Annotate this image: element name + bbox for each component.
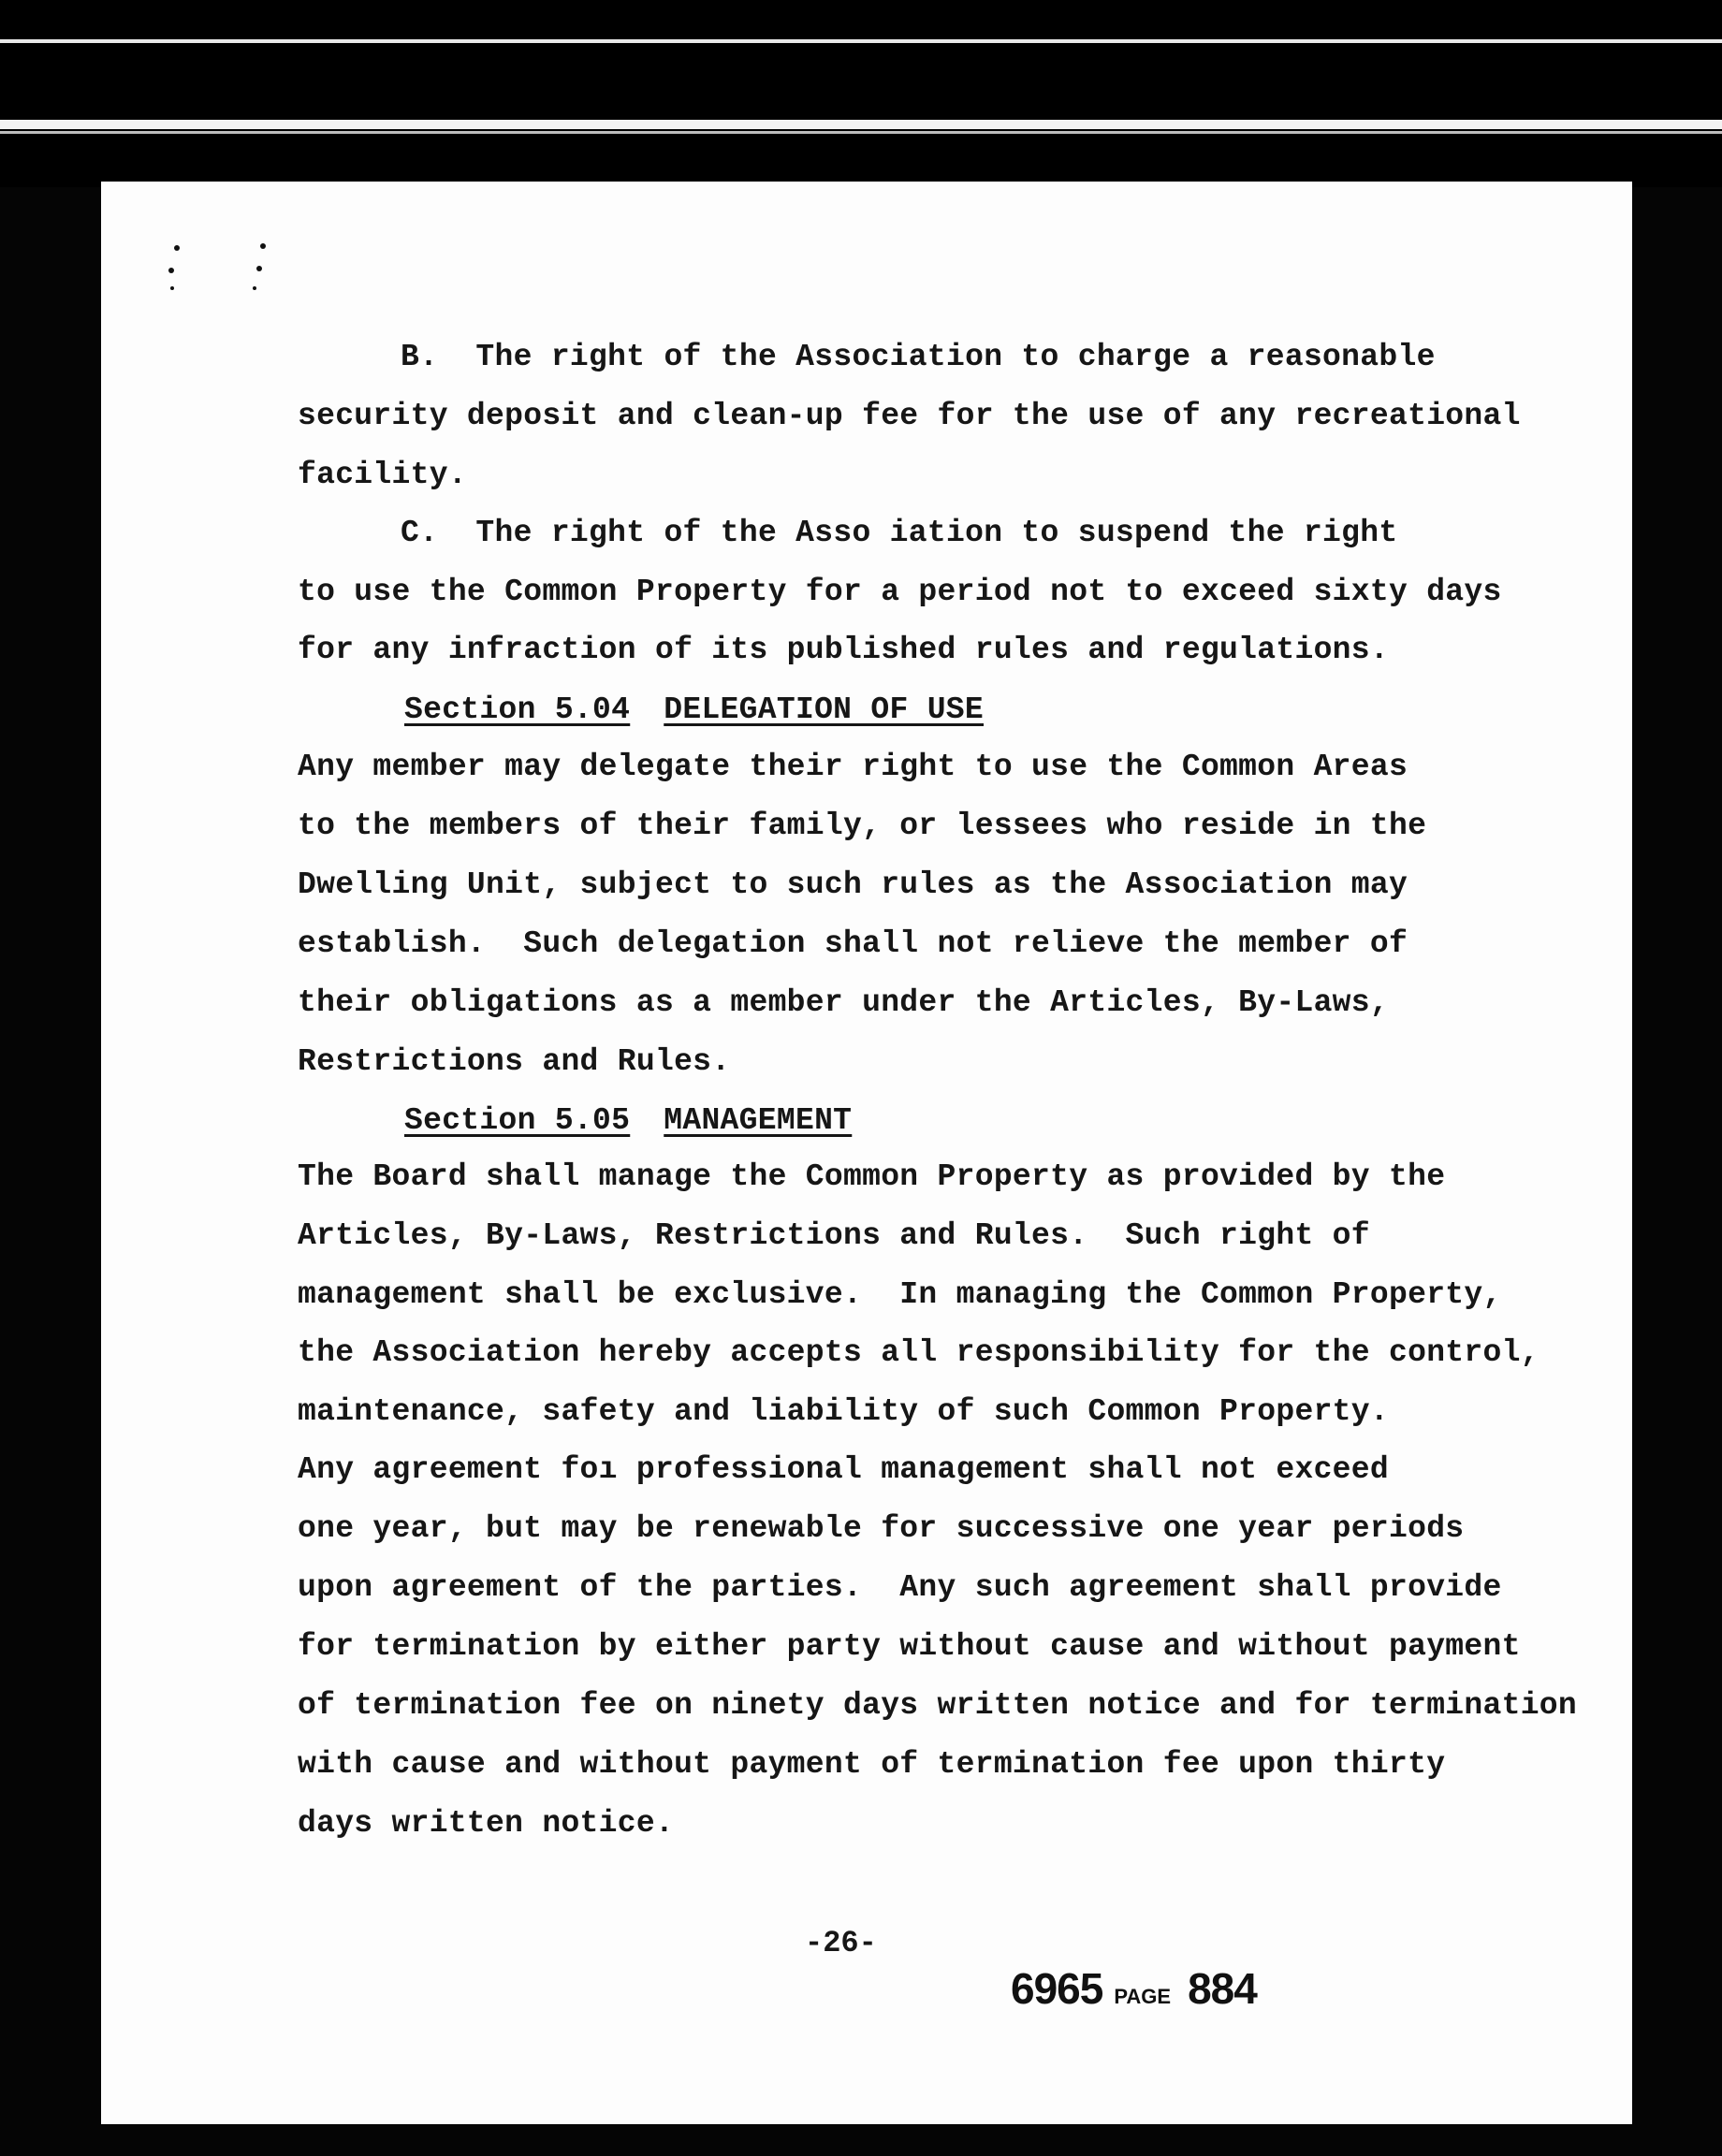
paragraph-b-line: facility.: [298, 458, 467, 492]
scan-streak: [0, 131, 1722, 134]
section-5-05-line: Any agreement foı professional management shall not exceed: [298, 1452, 1389, 1487]
section-5-05-line: maintenance, safety and liability of such Common Property.: [298, 1394, 1389, 1429]
section-5-05-line: for termination by either party without cause and without payment: [298, 1629, 1521, 1664]
paragraph-b-line: security deposit and clean-up fee for the use of any recreational: [298, 399, 1521, 433]
section-5-04-heading: [404, 692, 984, 729]
scan-streak: [0, 120, 1722, 129]
section-title: DELEGATION OF USE: [664, 692, 985, 727]
punch-mark: [168, 268, 174, 273]
section-5-04-line: their obligations as a member under the Articles, By-Laws,: [298, 985, 1389, 1020]
section-5-04-line: Dwelling Unit, subject to such rules as the Association may: [298, 867, 1408, 902]
section-number: Section 5.04: [404, 692, 631, 727]
punch-mark: [260, 243, 266, 249]
section-title: MANAGEMENT: [664, 1103, 853, 1138]
section-5-05-line: the Association hereby accepts all responsibility for the control,: [298, 1335, 1540, 1370]
section-5-04-line: Any member may delegate their right to use the Common Areas: [298, 750, 1408, 784]
paragraph-b-line: B. The right of the Association to charge a reasonable: [401, 340, 1436, 374]
section-5-04-line: to the members of their family, or lessees who reside in the: [298, 808, 1427, 843]
page-number: -26-: [805, 1926, 877, 1960]
book-number: 6965: [1011, 1964, 1103, 2013]
scan-top-border: [0, 0, 1722, 187]
section-5-05-line: days written notice.: [298, 1806, 675, 1841]
punch-mark: [170, 286, 174, 290]
paragraph-c-line: C. The right of the Asso iation to suspend the right: [401, 516, 1398, 550]
section-5-05-line: one year, but may be renewable for successive one year periods: [298, 1511, 1465, 1546]
section-5-05-line: The Board shall manage the Common Property as provided by the: [298, 1159, 1446, 1194]
section-number: Section 5.05: [404, 1103, 631, 1138]
paragraph-c-line: to use the Common Property for a period not to exceed sixty days: [298, 575, 1502, 609]
section-5-05-line: with cause and without payment of termination fee upon thirty: [298, 1747, 1446, 1782]
book-page-stamp: [1011, 1963, 1257, 2014]
punch-mark: [174, 245, 180, 251]
section-5-04-line: establish. Such delegation shall not relieve the member of: [298, 926, 1408, 961]
section-5-05-line: Articles, By-Laws, Restrictions and Rules. Such right of: [298, 1218, 1370, 1253]
scan-streak: [0, 39, 1722, 43]
paragraph-c-line: for any infraction of its published rules and regulations.: [298, 633, 1389, 667]
page-label: PAGE: [1114, 1985, 1172, 2008]
punch-mark: [253, 286, 256, 290]
section-5-05-line: upon agreement of the parties. Any such agreement shall provide: [298, 1570, 1502, 1605]
book-page: 884: [1188, 1964, 1257, 2013]
section-5-04-line: Restrictions and Rules.: [298, 1044, 731, 1079]
section-5-05-heading: [404, 1102, 852, 1140]
section-5-05-line: management shall be exclusive. In managing the Common Property,: [298, 1277, 1502, 1312]
punch-mark: [256, 266, 262, 271]
section-5-05-line: of termination fee on ninety days written notice and for termination: [298, 1688, 1578, 1723]
